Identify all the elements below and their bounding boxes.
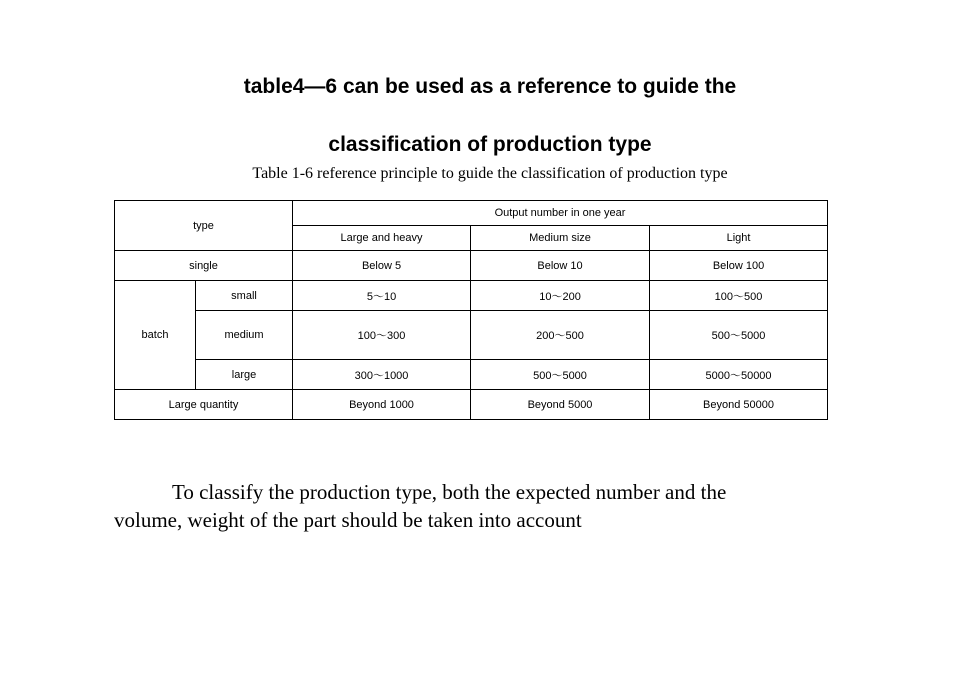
table-cell: Beyond 1000 [293, 390, 471, 420]
table-row-batch-large [115, 360, 828, 390]
table-row-batch-medium [115, 311, 828, 360]
row-label-small: small [196, 281, 293, 311]
col-header-medium-size: Medium size [471, 226, 650, 251]
table-cell: 300～1000 [293, 360, 471, 390]
table-cell: Beyond 5000 [471, 390, 650, 420]
col-header-large-heavy: Large and heavy [293, 226, 471, 251]
table-cell: Below 10 [471, 251, 650, 281]
table-cell: 200～500 [471, 311, 650, 360]
explanation-paragraph [114, 478, 834, 534]
type-header-cell: type [115, 201, 293, 251]
production-type-table [114, 200, 828, 420]
table-cell: 10～200 [471, 281, 650, 311]
table-cell: 5～10 [293, 281, 471, 311]
table-row-single [115, 251, 828, 281]
table-cell: 100～500 [650, 281, 828, 311]
table-cell: 5000～50000 [650, 360, 828, 390]
table-header-row [115, 201, 828, 226]
table-caption: Table 1-6 reference principle to guide the classification of production type [252, 165, 728, 182]
row-label-large-quantity: Large quantity [115, 390, 293, 420]
table-cell: Below 100 [650, 251, 828, 281]
title-line-1: table4—6 can be used as a reference to guide the [243, 75, 737, 98]
paragraph-line-2: volume, weight of the part should be taken into account [114, 508, 582, 532]
table-cell: Beyond 50000 [650, 390, 828, 420]
table-row-large-quantity [115, 390, 828, 420]
output-header-cell: Output number in one year [293, 201, 828, 226]
col-header-light: Light [650, 226, 828, 251]
table-cell: Below 5 [293, 251, 471, 281]
row-label-medium: medium [196, 311, 293, 360]
table-cell: 100～300 [293, 311, 471, 360]
row-label-batch: batch [115, 281, 196, 390]
table-row-batch-small [115, 281, 828, 311]
table-cell: 500～5000 [650, 311, 828, 360]
table-cell: 500～5000 [471, 360, 650, 390]
row-label-single: single [115, 251, 293, 281]
paragraph-line-1: To classify the production type, both the expected number and the [172, 480, 727, 504]
row-label-large: large [196, 360, 293, 390]
title-line-2: classification of production type [328, 133, 652, 156]
